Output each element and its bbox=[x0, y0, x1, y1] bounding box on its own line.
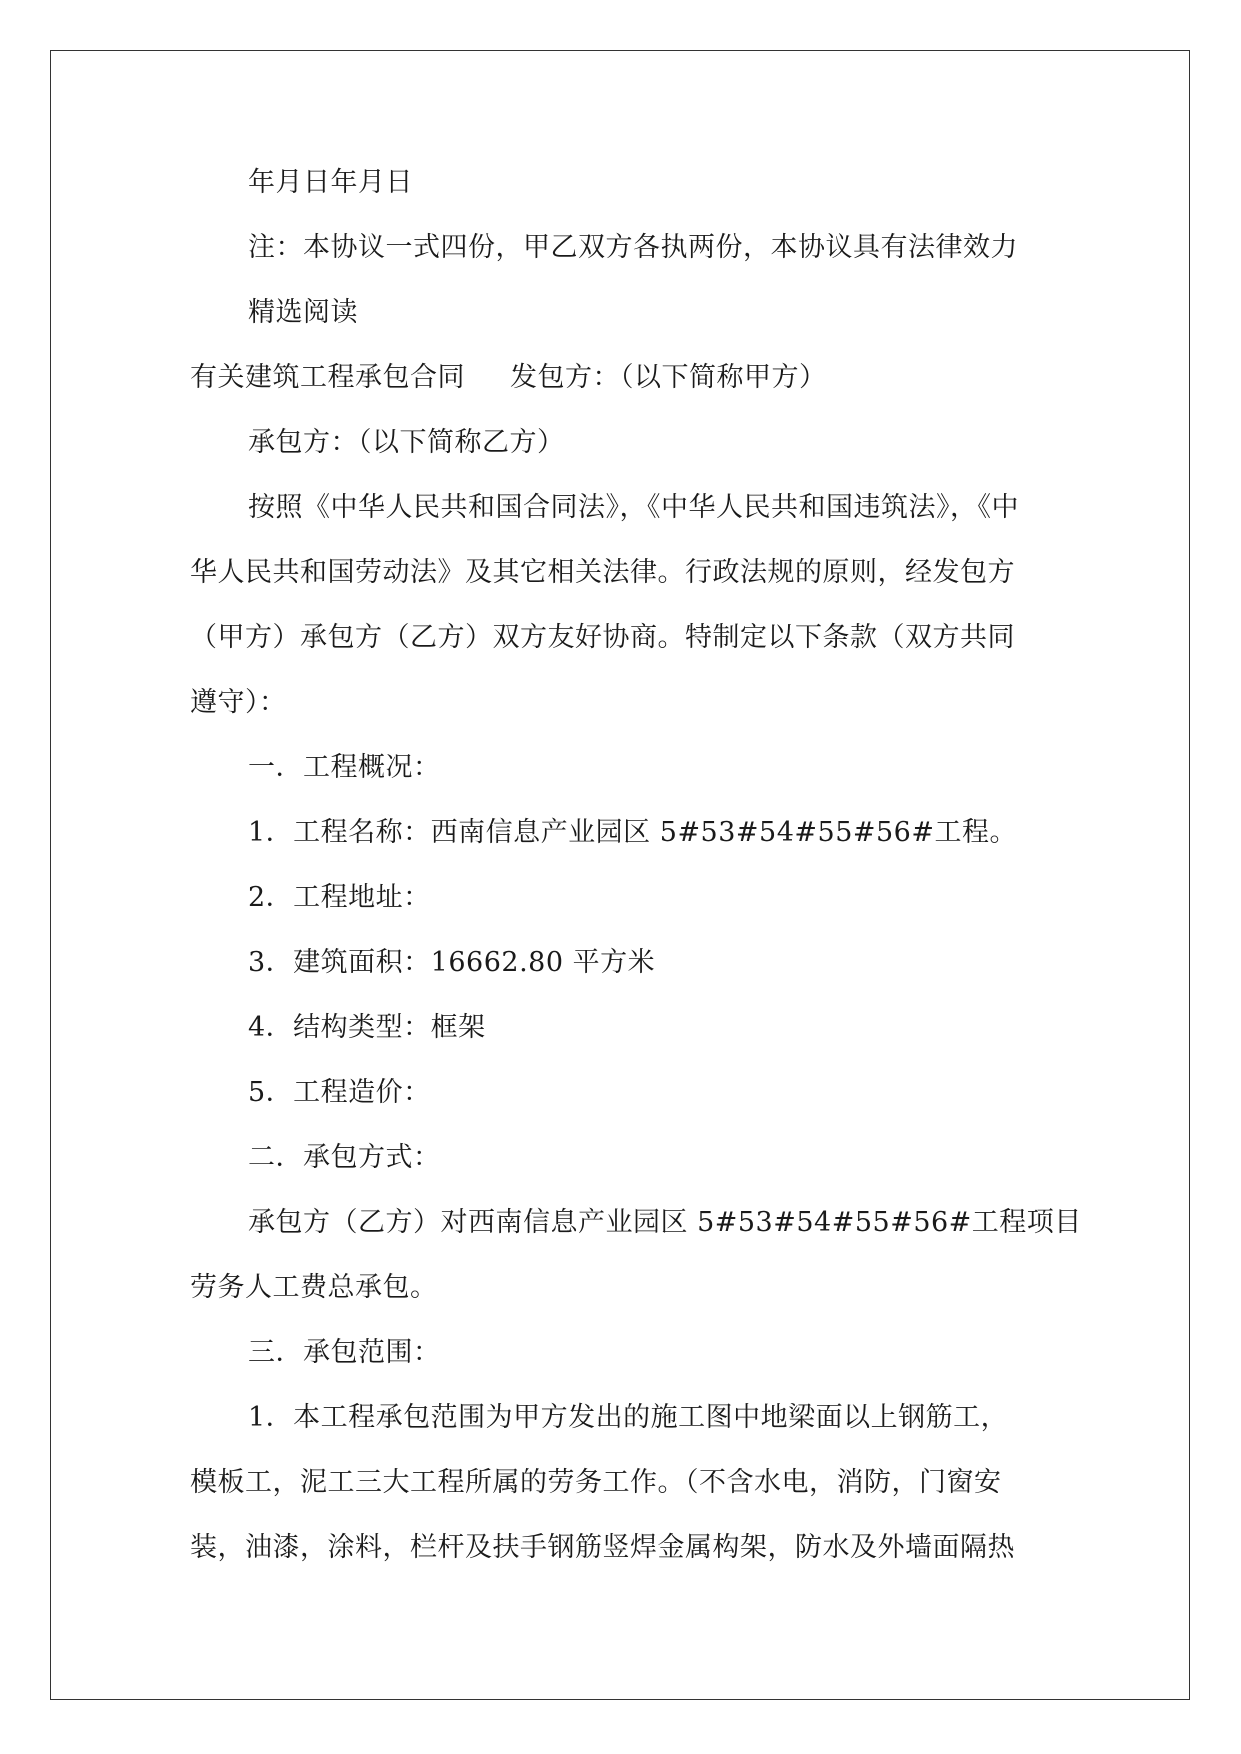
section-heading: 三．承包范围： bbox=[248, 1337, 441, 1368]
paragraph-line: 劳务人工费总承包。 bbox=[190, 1272, 438, 1303]
section-heading-featured: 精选阅读 bbox=[248, 297, 358, 328]
contractor-party: 承包方：（以下简称乙方） bbox=[248, 427, 565, 458]
list-item: 2．工程地址： bbox=[248, 882, 431, 913]
contract-title: 有关建筑工程承包合同 bbox=[190, 362, 465, 393]
paragraph-line: （甲方）承包方（乙方）双方友好协商。特制定以下条款（双方共同 bbox=[190, 622, 1015, 653]
paragraph-line: 承包方（乙方）对西南信息产业园区 5#53#54#55#56#工程项目 bbox=[248, 1207, 1082, 1238]
list-item: 3．建筑面积：16662.80 平方米 bbox=[248, 947, 656, 978]
paragraph-line: 华人民共和国劳动法》及其它相关法律。行政法规的原则，经发包方 bbox=[190, 557, 1015, 588]
list-item: 1．工程名称：西南信息产业园区 5#53#54#55#56#工程。 bbox=[248, 817, 1017, 848]
employer-party: 发包方：（以下简称甲方） bbox=[510, 362, 827, 393]
paragraph-line: 按照《中华人民共和国合同法》，《中华人民共和国违筑法》，《中 bbox=[248, 492, 1019, 523]
paragraph-line: 装，油漆，涂料，栏杆及扶手钢筋竖焊金属构架，防水及外墙面隔热 bbox=[190, 1532, 1015, 1563]
list-item: 5．工程造价： bbox=[248, 1077, 431, 1108]
paragraph-line: 1．本工程承包范围为甲方发出的施工图中地梁面以上钢筋工， bbox=[248, 1402, 1009, 1433]
section-heading: 二．承包方式： bbox=[248, 1142, 441, 1173]
paragraph-line: 遵守）： bbox=[190, 687, 287, 718]
date-line: 年月日年月日 bbox=[248, 167, 413, 198]
document-body bbox=[190, 150, 1082, 1580]
contract-title-line bbox=[190, 345, 1060, 410]
note-line: 注：本协议一式四份，甲乙双方各执两份，本协议具有法律效力 bbox=[248, 232, 1018, 263]
section-heading: 一．工程概况： bbox=[248, 752, 441, 783]
list-item: 4．结构类型：框架 bbox=[248, 1012, 486, 1043]
paragraph-line: 模板工，泥工三大工程所属的劳务工作。（不含水电，消防，门窗安 bbox=[190, 1467, 1002, 1498]
